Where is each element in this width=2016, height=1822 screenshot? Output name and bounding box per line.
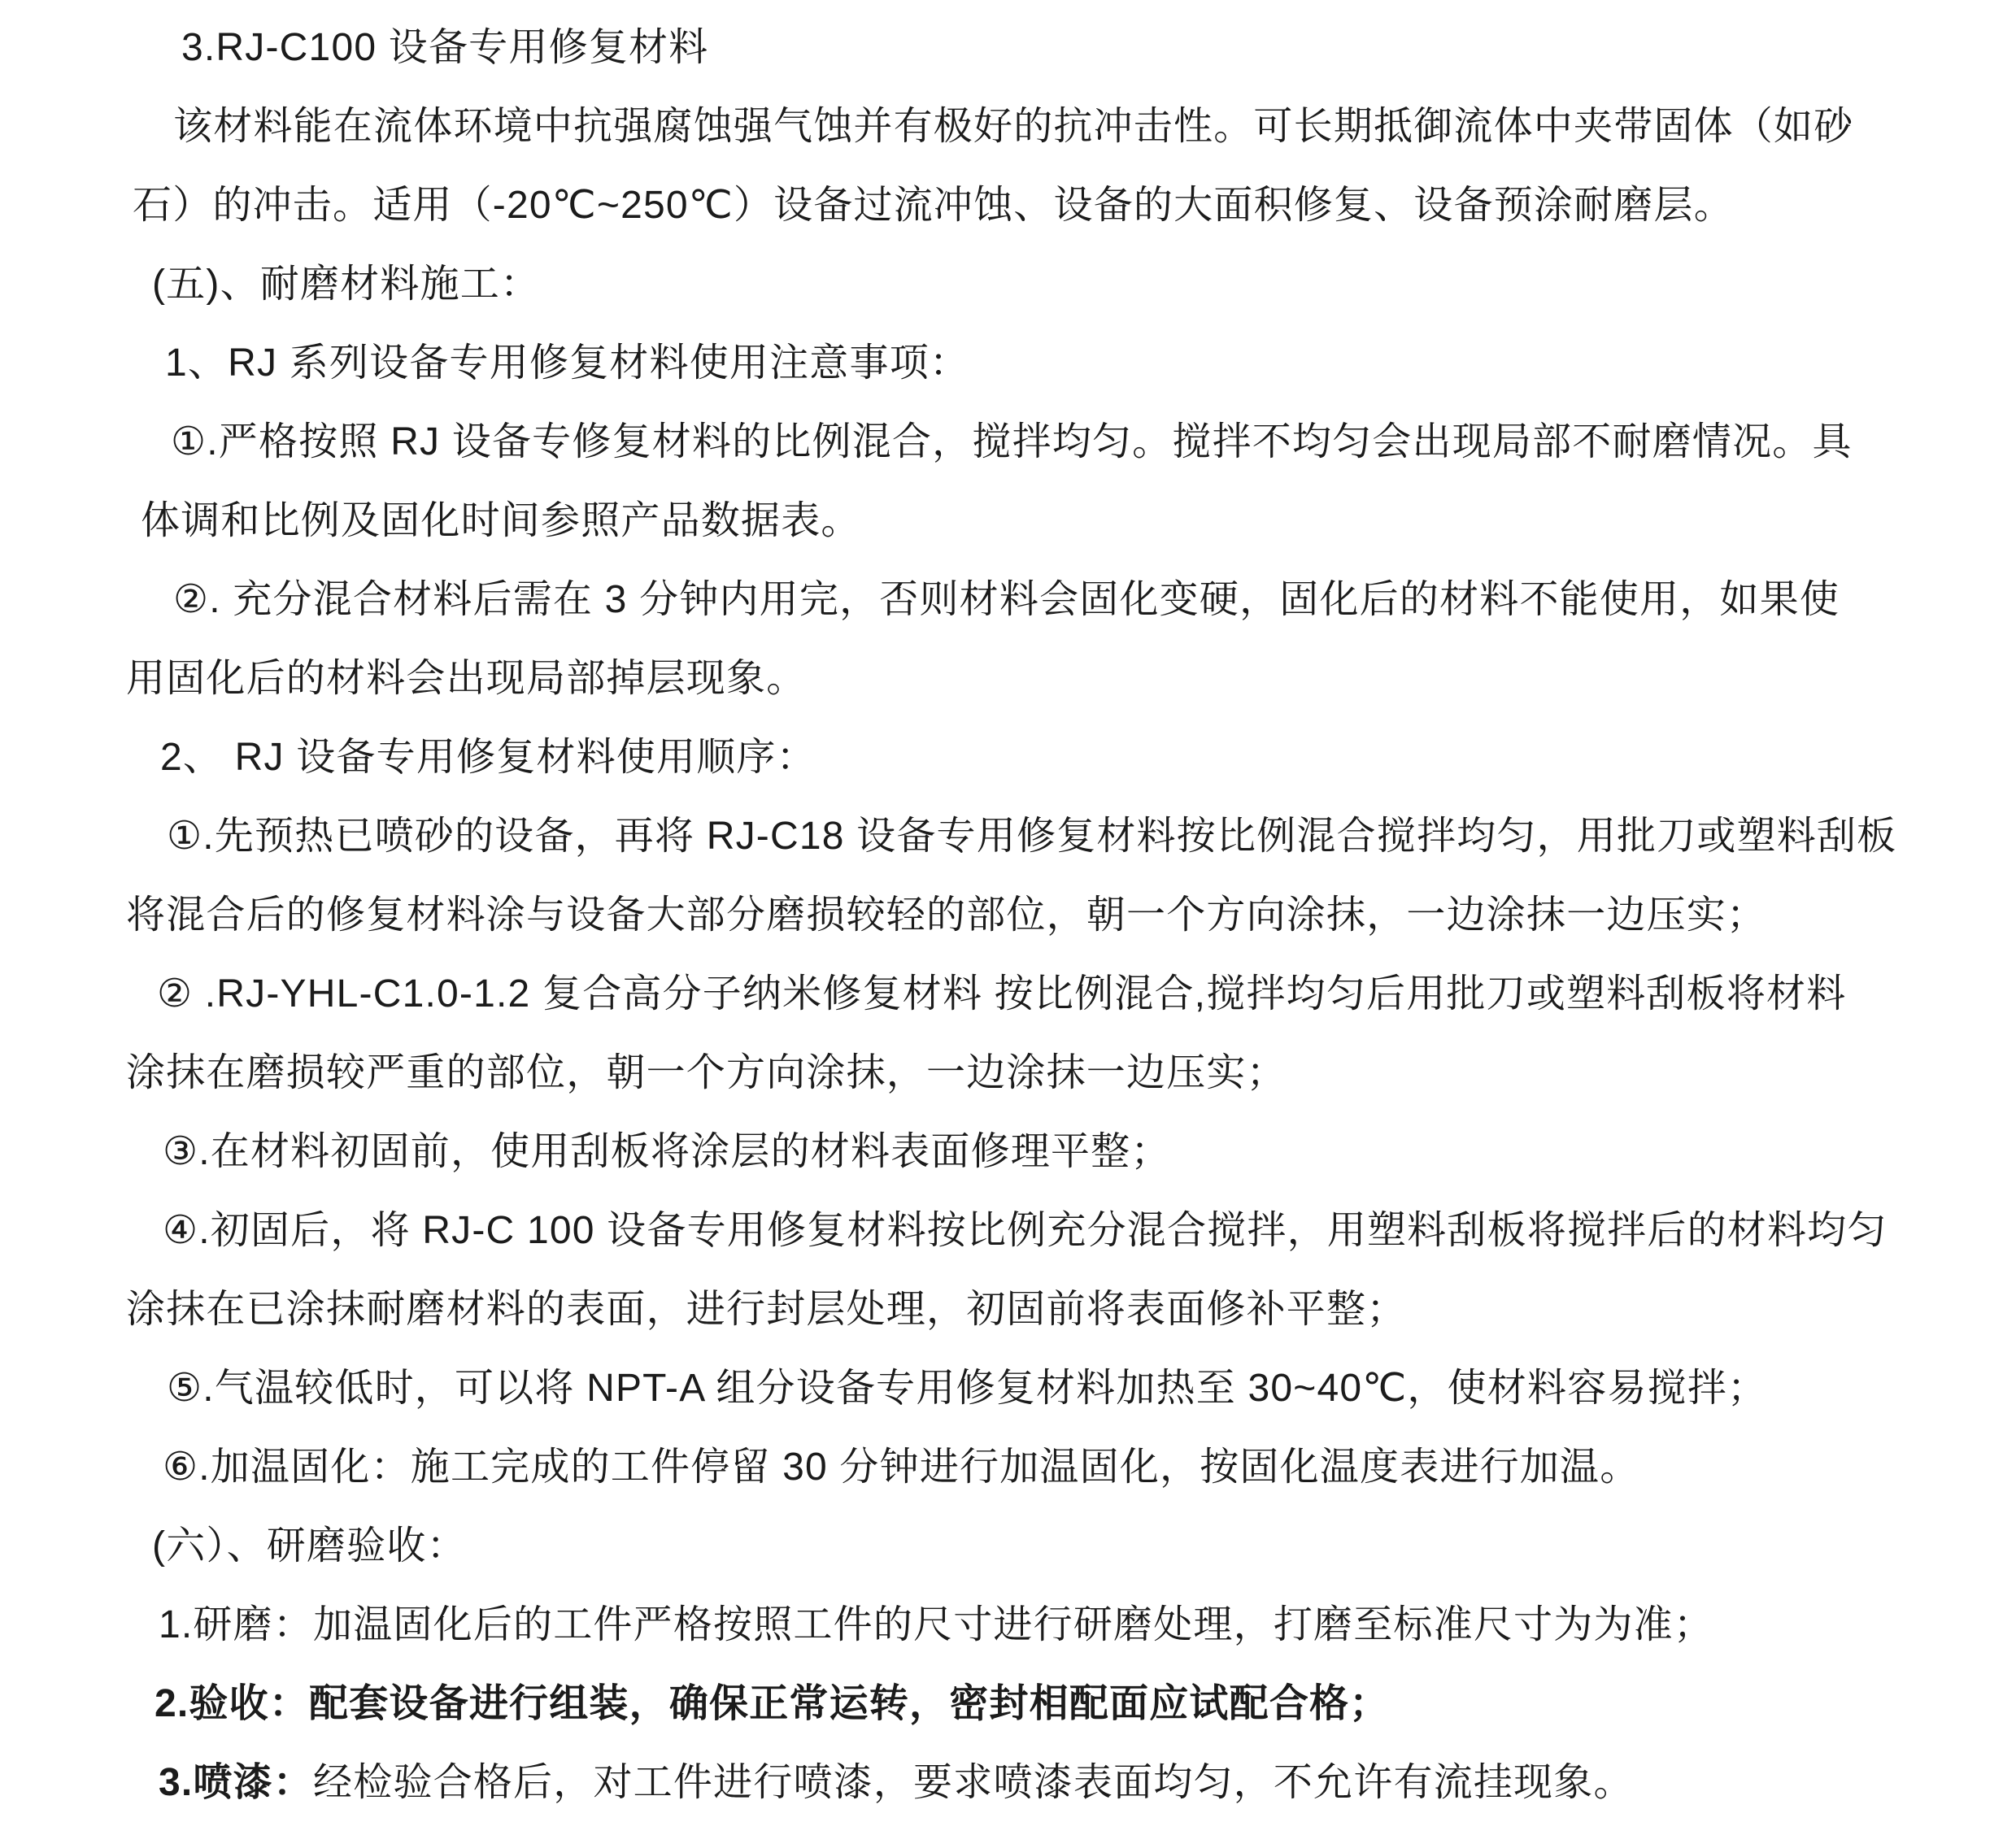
text-line	[126, 402, 1948, 481]
text-segment: ② .RJ-YHL-C1.0-1.2 复合高分子纳米修复材料 按比例混合,搅拌均匀后用批刀或塑料刮板将材料	[157, 972, 1847, 1015]
text-segment: 2.验收：配套设备进行组装，确保正常运转，密封相配面应试配合格；	[155, 1682, 1390, 1725]
text-segment: 该材料能在流体环境中抗强腐蚀强气蚀并有极好的抗冲击性。可长期抵御流体中夹带固体（如砂	[173, 105, 1854, 148]
text-line	[126, 797, 1948, 876]
text-segment: ①.先预热已喷砂的设备，再将 RJ-C18 设备专用修复材料按比例混合搅拌均匀，用批刀或塑料刮板	[167, 815, 1897, 858]
text-line	[126, 1743, 1948, 1822]
text-segment: 体调和比例及固化时间参照产品数据表。	[141, 499, 861, 542]
text-line	[126, 718, 1948, 797]
text-line	[126, 1349, 1948, 1428]
text-line	[126, 166, 1948, 245]
text-line	[126, 560, 1948, 639]
text-line	[126, 87, 1948, 166]
text-segment: 3.喷漆：	[159, 1761, 314, 1804]
text-line	[126, 324, 1948, 402]
text-segment: (五)、耐磨材料施工：	[152, 263, 541, 306]
text-line	[126, 481, 1948, 560]
text-segment: 将混合后的修复材料涂与设备大部分磨损较轻的部位，朝一个方向涂抹，一边涂抹一边压实；	[126, 894, 1767, 937]
text-line	[126, 8, 1948, 87]
text-segment: ③.在材料初固前，使用刮板将涂层的材料表面修理平整；	[163, 1130, 1171, 1173]
text-line	[126, 1191, 1948, 1270]
text-line	[126, 954, 1948, 1033]
text-segment: 2、 RJ 设备专用修复材料使用顺序：	[160, 736, 816, 779]
text-line	[126, 1033, 1948, 1112]
text-segment: ⑤.气温较低时，可以将 NPT-A 组分设备专用修复材料加热至 30~40℃，使材料容易搅拌；	[167, 1367, 1768, 1410]
text-segment: ⑥.加温固化：施工完成的工件停留 30 分钟进行加温固化，按固化温度表进行加温。	[163, 1446, 1640, 1489]
document-page	[126, 0, 1948, 1822]
text-line	[126, 245, 1948, 324]
text-line	[126, 876, 1948, 954]
text-segment: 用固化后的材料会出现局部掉层现象。	[126, 657, 807, 700]
text-line	[126, 1112, 1948, 1191]
text-segment: 3.RJ-C100 设备专用修复材料	[181, 26, 709, 69]
text-segment: 经检验合格后，对工件进行喷漆，要求喷漆表面均匀，不允许有流挂现象。	[313, 1761, 1634, 1804]
text-line	[126, 639, 1948, 718]
text-segment: ④.初固后，将 RJ-C 100 设备专用修复材料按比例充分混合搅拌，用塑料刮板将搅拌后的材料均匀	[163, 1209, 1888, 1252]
text-line	[126, 1507, 1948, 1585]
text-segment: 涂抹在磨损较严重的部位，朝一个方向涂抹，一边涂抹一边压实；	[126, 1051, 1287, 1094]
text-segment: ①.严格按照 RJ 设备专修复材料的比例混合，搅拌均匀。搅拌不均匀会出现局部不耐磨情况。具	[171, 420, 1853, 463]
text-segment: 石）的冲击。适用（-20℃~250℃）设备过流冲蚀、设备的大面积修复、设备预涂耐磨层。	[133, 184, 1734, 227]
text-line	[126, 1664, 1948, 1743]
text-segment: 1.研磨：加温固化后的工件严格按照工件的尺寸进行研磨处理，打磨至标准尺寸为为准；	[159, 1603, 1714, 1646]
text-line	[126, 1270, 1948, 1349]
text-segment: 1、RJ 系列设备专用修复材料使用注意事项：	[165, 341, 970, 385]
text-line	[126, 1428, 1948, 1507]
text-segment: 涂抹在已涂抹耐磨材料的表面，进行封层处理，初固前将表面修补平整；	[126, 1288, 1407, 1331]
text-line	[126, 1585, 1948, 1664]
text-segment: ②. 充分混合材料后需在 3 分钟内用完，否则材料会固化变硬，固化后的材料不能使用，如果使	[173, 578, 1840, 621]
text-segment: (六）、研磨验收：	[152, 1524, 467, 1568]
